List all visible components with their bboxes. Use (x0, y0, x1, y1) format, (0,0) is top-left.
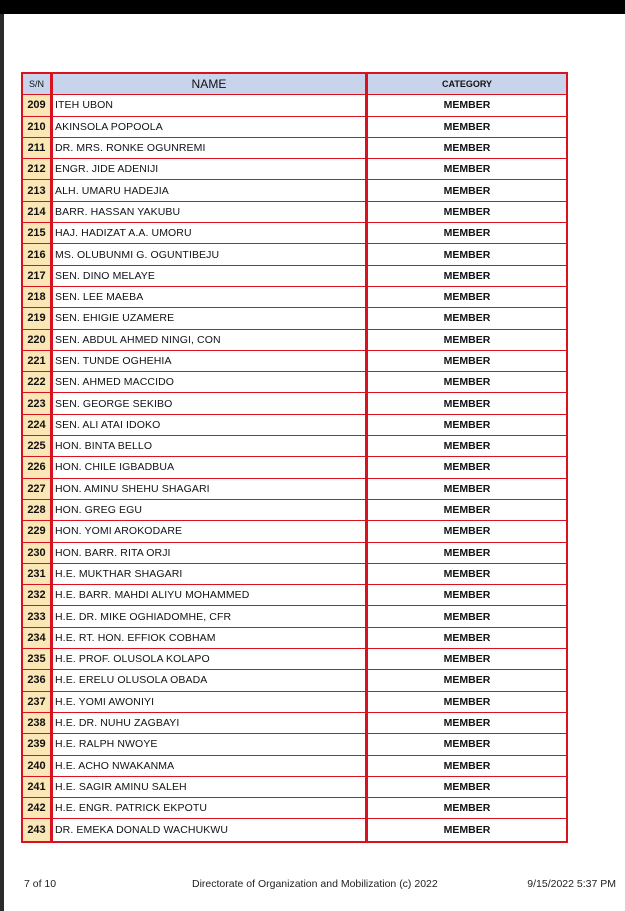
row-name: SEN. AHMED MACCIDO (53, 372, 368, 392)
row-category: MEMBER (443, 461, 491, 474)
row-sn: 220 (23, 330, 53, 350)
row-sn: 241 (23, 777, 53, 797)
row-category: MEMBER (443, 546, 491, 559)
table-row (23, 819, 566, 840)
row-name: H.E. ENGR. PATRICK EKPOTU (53, 798, 368, 818)
row-name: H.E. ERELU OLUSOLA OBADA (53, 670, 368, 690)
row-category: MEMBER (443, 355, 491, 367)
table-row (23, 798, 566, 819)
row-sn: 236 (23, 670, 53, 690)
table-row (23, 585, 566, 606)
row-sn: 238 (23, 713, 53, 733)
table-row (23, 457, 566, 478)
row-name: HON. BINTA BELLO (53, 436, 368, 456)
row-name: SEN. ALI ATAI IDOKO (53, 415, 368, 435)
table-row (23, 628, 566, 649)
row-category: MEMBER (443, 205, 491, 218)
row-name: SEN. TUNDE OGHEHIA (53, 351, 368, 371)
row-name: H.E. RALPH NWOYE (53, 734, 368, 754)
row-sn: 214 (23, 202, 53, 222)
table-row (23, 159, 566, 180)
row-category: MEMBER (443, 120, 491, 133)
row-sn: 223 (23, 393, 53, 413)
row-category: MEMBER (443, 99, 491, 112)
page-number: 7 of 10 (24, 878, 57, 890)
row-sn: 225 (23, 436, 53, 456)
row-sn: 230 (23, 543, 53, 563)
members-table (21, 72, 568, 843)
row-sn: 237 (23, 692, 53, 712)
row-category: MEMBER (443, 802, 491, 815)
header-sn: S/N (23, 74, 53, 94)
row-sn: 227 (23, 479, 53, 499)
table-row (23, 756, 566, 777)
row-name: H.E. SAGIR AMINU SALEH (53, 777, 368, 797)
top-bar (0, 0, 625, 14)
row-name: H.E. BARR. MAHDI ALIYU MOHAMMED (53, 585, 368, 605)
row-category: MEMBER (443, 397, 491, 410)
table-row (23, 308, 566, 329)
row-category: MEMBER (443, 589, 491, 602)
row-sn: 219 (23, 308, 53, 328)
table-row (23, 351, 566, 372)
row-name: ENGR. JIDE ADENIJI (53, 159, 368, 179)
left-edge (0, 14, 4, 911)
row-name: HON. AMINU SHEHU SHAGARI (53, 479, 368, 499)
row-sn: 216 (23, 244, 53, 264)
row-name: ALH. UMARU HADEJIA (53, 180, 368, 200)
row-sn: 210 (23, 117, 53, 137)
row-sn: 221 (23, 351, 53, 371)
row-sn: 226 (23, 457, 53, 477)
table-row (23, 649, 566, 670)
row-name: DR. MRS. RONKE OGUNREMI (53, 138, 368, 158)
row-sn: 242 (23, 798, 53, 818)
row-name: SEN. EHIGIE UZAMERE (53, 308, 368, 328)
row-sn: 224 (23, 415, 53, 435)
row-category: MEMBER (443, 482, 491, 495)
table-row (23, 223, 566, 244)
row-name: ITEH UBON (53, 95, 368, 115)
row-name: HON. YOMI AROKODARE (53, 521, 368, 541)
row-category: MEMBER (443, 248, 491, 261)
row-name: HON. BARR. RITA ORJI (53, 543, 368, 563)
row-sn: 228 (23, 500, 53, 520)
row-name: AKINSOLA POPOOLA (53, 117, 368, 137)
table-row (23, 564, 566, 585)
row-name: SEN. GEORGE SEKIBO (53, 393, 368, 413)
row-category: MEMBER (443, 142, 491, 155)
row-category: MEMBER (443, 227, 491, 240)
footer-datetime: 9/15/2022 5:37 PM (527, 878, 616, 890)
table-row (23, 543, 566, 564)
row-category: MEMBER (443, 291, 491, 304)
table-row (23, 202, 566, 223)
table-row (23, 95, 566, 116)
row-name: DR. EMEKA DONALD WACHUKWU (53, 819, 368, 840)
row-sn: 240 (23, 756, 53, 776)
table-row (23, 372, 566, 393)
table-row (23, 500, 566, 521)
header-category: CATEGORY (368, 74, 566, 94)
table-row (23, 479, 566, 500)
row-name: SEN. DINO MELAYE (53, 266, 368, 286)
row-name: H.E. YOMI AWONIYI (53, 692, 368, 712)
row-name: H.E. RT. HON. EFFIOK COBHAM (53, 628, 368, 648)
row-category: MEMBER (443, 653, 491, 666)
row-name: H.E. DR. NUHU ZAGBAYI (53, 713, 368, 733)
row-category: MEMBER (443, 610, 491, 623)
table-row (23, 266, 566, 287)
row-name: HON. GREG EGU (53, 500, 368, 520)
table-row (23, 734, 566, 755)
row-sn: 217 (23, 266, 53, 286)
row-name: H.E. MUKTHAR SHAGARI (53, 564, 368, 584)
row-sn: 222 (23, 372, 53, 392)
row-name: SEN. LEE MAEBA (53, 287, 368, 307)
table-row (23, 713, 566, 734)
row-category: MEMBER (443, 418, 491, 431)
row-category: MEMBER (443, 504, 491, 517)
table-row (23, 330, 566, 351)
table-row (23, 244, 566, 265)
row-category: MEMBER (443, 184, 491, 197)
row-category: MEMBER (443, 333, 491, 346)
table-header-row (23, 74, 566, 95)
row-category: MEMBER (443, 631, 491, 644)
row-sn: 218 (23, 287, 53, 307)
row-sn: 235 (23, 649, 53, 669)
table-row (23, 415, 566, 436)
table-row (23, 777, 566, 798)
table-body (23, 95, 566, 840)
row-category: MEMBER (443, 269, 491, 282)
row-name: MS. OLUBUNMI G. OGUNTIBEJU (53, 244, 368, 264)
row-category: MEMBER (443, 525, 491, 538)
row-category: MEMBER (443, 567, 491, 580)
table-row (23, 670, 566, 691)
row-category: MEMBER (443, 824, 491, 837)
row-name: SEN. ABDUL AHMED NINGI, CON (53, 330, 368, 350)
row-category: MEMBER (443, 780, 491, 793)
row-category: MEMBER (443, 440, 491, 453)
row-sn: 212 (23, 159, 53, 179)
table-row (23, 436, 566, 457)
row-category: MEMBER (443, 738, 491, 751)
row-name: H.E. PROF. OLUSOLA KOLAPO (53, 649, 368, 669)
row-sn: 243 (23, 819, 53, 840)
row-sn: 209 (23, 95, 53, 115)
table-row (23, 692, 566, 713)
row-category: MEMBER (443, 312, 491, 325)
row-category: MEMBER (443, 717, 491, 730)
row-sn: 233 (23, 606, 53, 626)
row-name: BARR. HASSAN YAKUBU (53, 202, 368, 222)
row-category: MEMBER (443, 759, 491, 772)
table-row (23, 393, 566, 414)
row-sn: 234 (23, 628, 53, 648)
row-sn: 213 (23, 180, 53, 200)
footer-copyright: Directorate of Organization and Mobilization (c) 2022 (192, 878, 438, 890)
row-category: MEMBER (443, 695, 491, 708)
row-sn: 215 (23, 223, 53, 243)
row-name: H.E. DR. MIKE OGHIADOMHE, CFR (53, 606, 368, 626)
row-sn: 239 (23, 734, 53, 754)
row-sn: 232 (23, 585, 53, 605)
row-category: MEMBER (443, 674, 491, 687)
header-name: NAME (53, 74, 368, 94)
table-row (23, 606, 566, 627)
row-sn: 211 (23, 138, 53, 158)
table-row (23, 521, 566, 542)
table-row (23, 180, 566, 201)
row-category: MEMBER (443, 163, 491, 176)
table-row (23, 287, 566, 308)
table-row (23, 138, 566, 159)
row-sn: 231 (23, 564, 53, 584)
row-name: HON. CHILE IGBADBUA (53, 457, 368, 477)
row-name: HAJ. HADIZAT A.A. UMORU (53, 223, 368, 243)
row-sn: 229 (23, 521, 53, 541)
table-row (23, 117, 566, 138)
row-name: H.E. ACHO NWAKANMA (53, 756, 368, 776)
row-category: MEMBER (443, 376, 491, 389)
